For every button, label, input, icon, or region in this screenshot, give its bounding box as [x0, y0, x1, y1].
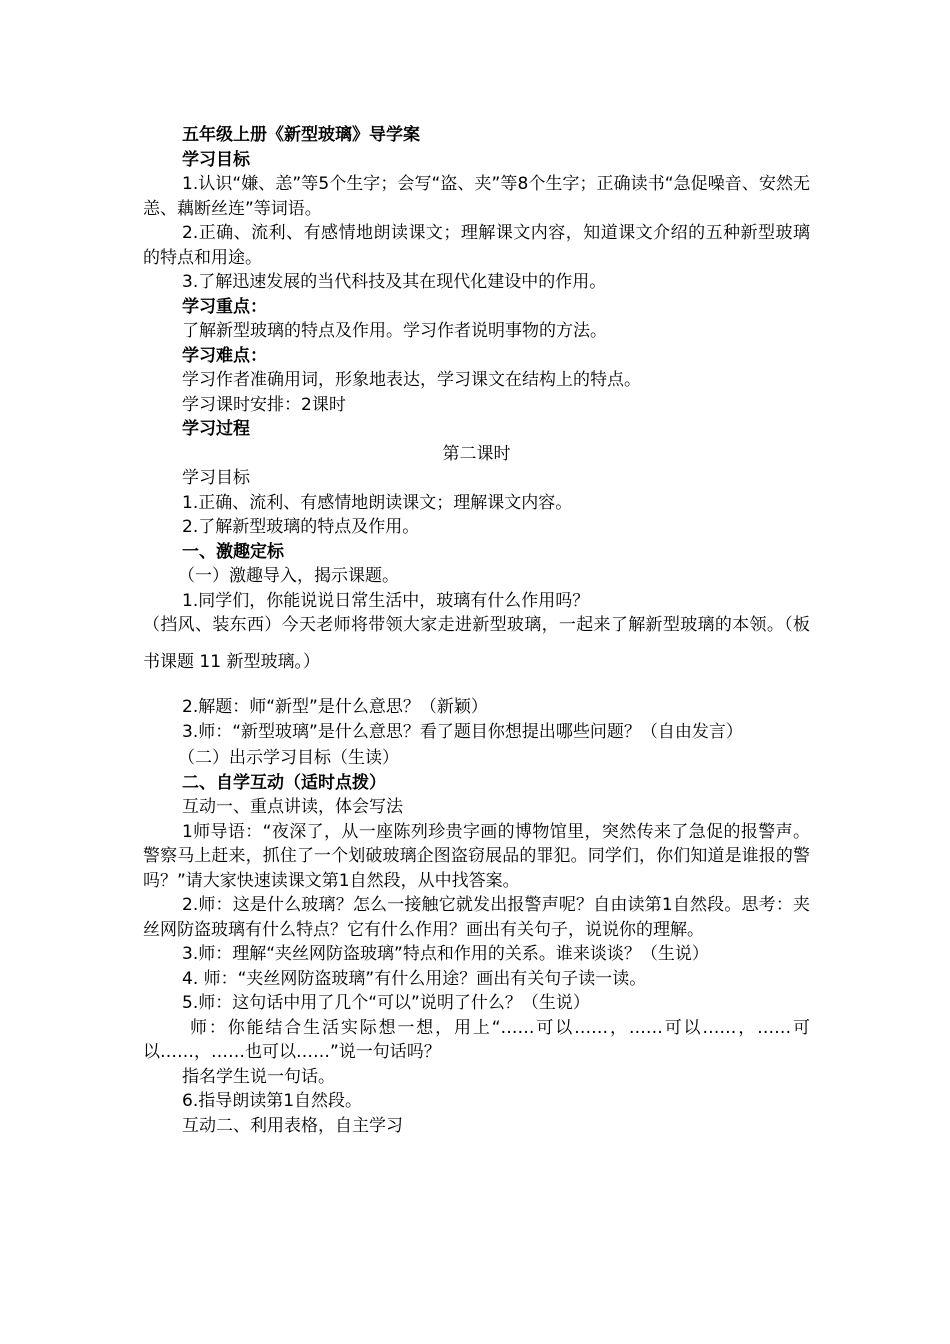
section-1-question-1-answer: （挡风、装东西）今天老师将带领大家走进新型玻璃，一起来了解新型玻璃的本领。（板书课题 11 新型玻璃。） — [143, 615, 810, 672]
interaction-1-item-3: 3.师：理解“夹丝网防盗玻璃”特点和作用的关系。谁来谈谈？（生说） — [182, 944, 709, 964]
interaction-1-item-5-followup: 师：你能结合生活实际想一想，用上“……可以……，……可以……，……可以……，……也可以……”说一句话吗？ — [143, 1017, 810, 1062]
interaction-1-heading: 互动一、重点讲读，体会写法 — [182, 797, 403, 817]
key-points-heading: 学习重点： — [182, 296, 267, 317]
interaction-1-item-2: 2.师：这是什么玻璃？怎么一接触它就发出报警声呢？自由读第1自然段。思考：夹丝网防盗玻璃有什么特点？它有什么作用？画出有关句子，说说你的理解。 — [143, 895, 810, 940]
schedule-text: 学习课时安排：2课时 — [182, 394, 346, 415]
interaction-1-item-4: 4. 师：“夹丝网防盗玻璃”有什么用途？画出有关句子读一读。 — [182, 968, 647, 989]
lesson-objectives-heading: 学习目标 — [182, 468, 250, 488]
key-points-text: 了解新型玻璃的特点及作用。学习作者说明事物的方法。 — [182, 321, 607, 341]
document-title: 五年级上册《新型玻璃》导学案 — [182, 125, 420, 145]
lesson-objective-2: 2.了解新型玻璃的特点及作用。 — [182, 517, 420, 537]
objective-3: 3.了解迅速发展的当代科技及其在现代化建设中的作用。 — [182, 272, 607, 292]
interaction-1-item-6: 6.指导朗读第1自然段。 — [182, 1091, 363, 1111]
document-body — [143, 123, 810, 1138]
section-1-question-1: 1.同学们，你能说说日常生活中，玻璃有什么作用吗？ — [182, 590, 590, 611]
difficulties-heading: 学习难点： — [182, 345, 267, 366]
section-1-subheading-2: （二）出示学习目标（生读） — [178, 748, 399, 768]
objective-2: 2.正确、流利、有感情地朗读课文；理解课文内容，知道课文介绍的五种新型玻璃的特点和用途。 — [143, 223, 810, 268]
section-2-heading: 二、自学互动（适时点拨） — [182, 772, 386, 793]
interaction-2-heading: 互动二、利用表格，自主学习 — [182, 1115, 403, 1136]
lesson-objective-1: 1.正确、流利、有感情地朗读课文；理解课文内容。 — [182, 492, 573, 513]
section-1-heading: 一、激趣定标 — [182, 541, 284, 562]
section-1-subheading-1: （一）激趣导入，揭示课题。 — [178, 566, 399, 586]
objective-1: 1.认识“嫌、恙”等5个生字；会写“盗、夹”等8个生字；正确读书“急促噪音、安然无恙、藕断丝连”等词语。 — [143, 174, 810, 219]
interaction-1-item-5: 5.师：这句话中用了几个“可以”说明了什么？（生说） — [182, 993, 590, 1013]
section-1-question-3: 3.师：“新型玻璃”是什么意思？看了题目你想提出哪些问题？（自由发言） — [182, 721, 743, 742]
interaction-1-item-5-note: 指名学生说一句话。 — [182, 1066, 335, 1087]
lesson-heading: 第二课时 — [442, 443, 511, 464]
objectives-heading: 学习目标 — [182, 149, 250, 170]
section-1-question-2: 2.解题：师“新型”是什么意思？（新颖） — [182, 697, 488, 717]
process-heading: 学习过程 — [182, 419, 250, 439]
interaction-1-item-1: 1师导语：“夜深了，从一座陈列珍贵字画的博物馆里，突然传来了急促的报警声。警察马上赶来，抓住了一个划破玻璃企图盗窃展品的罪犯。同学们，你们知道是谁报的警吗？”请大家快速读课文第1自然段，从中找答案。 — [143, 821, 810, 891]
difficulties-text: 学习作者准确用词，形象地表达，学习课文在结构上的特点。 — [182, 370, 641, 390]
